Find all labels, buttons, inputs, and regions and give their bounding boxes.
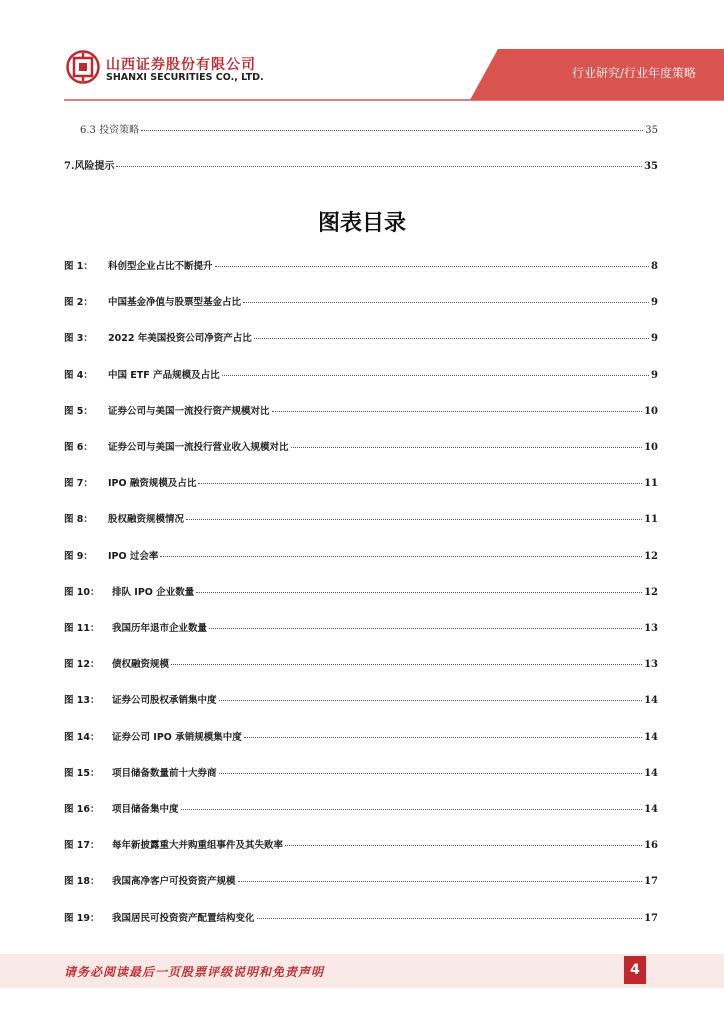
figure-toc-page: 11 <box>644 514 658 526</box>
figure-number: 图 18： <box>64 876 100 888</box>
figure-number: 图 8： <box>64 514 93 526</box>
toc-leader <box>291 446 643 448</box>
figure-toc-label <box>64 801 179 815</box>
figure-toc-page: 16 <box>644 840 658 852</box>
figure-title: 2022 年美国投资公司净资产占比 <box>108 333 252 345</box>
figure-toc-entry[interactable] <box>64 873 658 887</box>
toc-leader <box>171 663 642 665</box>
figure-title: 中国 ETF 产品规模及占比 <box>108 369 220 381</box>
figure-title: 每年新披露重大并购重组事件及其失败率 <box>112 840 284 852</box>
figure-toc-label <box>64 330 252 344</box>
figure-toc-entry[interactable] <box>64 837 658 851</box>
figure-toc-label <box>64 837 283 851</box>
figure-number: 图 11： <box>64 623 100 634</box>
figure-toc-page: 11 <box>644 478 658 490</box>
figure-toc-page: 12 <box>644 586 658 598</box>
company-logo <box>66 50 100 84</box>
figure-toc-entry[interactable] <box>64 294 658 308</box>
page-header <box>0 0 724 105</box>
figure-toc-entry[interactable] <box>64 330 658 344</box>
figure-toc-title: 图表目录 <box>317 211 406 236</box>
toc-leader <box>186 518 642 520</box>
toc-entry-label: 7.风险提示 <box>64 161 115 172</box>
figure-toc-page: 9 <box>651 333 658 345</box>
figure-toc-label <box>64 729 242 743</box>
figure-toc-entry[interactable] <box>64 548 658 562</box>
figure-number: 图 16： <box>64 804 100 815</box>
toc-leader <box>219 699 643 701</box>
figure-toc-entry[interactable] <box>64 475 658 489</box>
figure-toc-label <box>64 367 220 381</box>
figure-number: 图 15： <box>64 767 100 779</box>
figure-toc-entry[interactable] <box>64 584 658 598</box>
figure-toc-page: 13 <box>644 623 658 634</box>
figure-number: 图 13： <box>64 695 100 707</box>
figure-number: 图 6： <box>64 442 93 453</box>
figure-toc-entry[interactable] <box>64 367 658 381</box>
figure-toc-page: 14 <box>644 767 658 779</box>
figure-title: 证券公司 IPO 承销规模集中度 <box>112 731 242 743</box>
figure-title: 项目储备数量前十大券商 <box>112 767 217 779</box>
figure-toc-label <box>64 620 207 634</box>
figure-toc-label <box>64 765 217 779</box>
figure-toc-page: 10 <box>644 442 658 453</box>
figure-toc-page: 14 <box>644 804 658 815</box>
figure-toc-page: 10 <box>644 405 658 417</box>
figure-toc-label <box>64 656 169 670</box>
toc-leader <box>244 736 642 738</box>
figure-title: 科创型企业占比不断提升 <box>108 261 213 272</box>
figure-toc-label <box>64 294 241 308</box>
figure-toc-entry[interactable] <box>64 692 658 706</box>
figure-toc-label <box>64 403 270 417</box>
figure-toc-page: 9 <box>651 369 658 381</box>
figure-title: IPO 过会率 <box>108 550 159 562</box>
figure-toc-page: 12 <box>644 550 658 562</box>
toc-leader <box>198 482 642 484</box>
toc-leader <box>141 129 643 131</box>
report-type: 行业研究/行业年度策略 <box>571 66 696 80</box>
figure-toc-entry[interactable] <box>64 511 658 525</box>
figure-toc-page: 14 <box>644 695 658 707</box>
figure-toc-entry[interactable] <box>64 801 658 815</box>
figure-toc-entry[interactable] <box>64 910 658 924</box>
toc-leader <box>285 844 642 846</box>
figure-toc-page: 17 <box>644 876 658 888</box>
toc-entry[interactable] <box>80 121 658 136</box>
figure-number: 图 17： <box>64 840 100 852</box>
toc-leader <box>272 410 643 412</box>
figure-toc-label <box>64 439 289 453</box>
figure-toc-label <box>64 692 217 706</box>
figure-number: 图 12： <box>64 659 100 671</box>
toc-leader <box>196 591 642 593</box>
figure-number: 图 14： <box>64 731 100 743</box>
figure-toc-entry[interactable] <box>64 439 658 453</box>
figure-toc-label <box>64 584 194 598</box>
toc-leader <box>222 374 649 376</box>
figure-title: 我国居民可投资资产配置结构变化 <box>112 912 255 924</box>
figure-toc-page: 13 <box>644 659 658 671</box>
figure-title: 我国高净客户可投资资产规模 <box>112 876 236 888</box>
toc-leader <box>181 808 643 810</box>
figure-toc-entry[interactable] <box>64 258 658 272</box>
toc-leader <box>238 880 643 882</box>
header-banner <box>0 0 724 105</box>
figure-number: 图 5： <box>64 405 93 417</box>
figure-toc-entry[interactable] <box>64 403 658 417</box>
toc-leader <box>219 772 643 774</box>
figure-number: 图 19： <box>64 912 100 924</box>
figure-toc-entry[interactable] <box>64 656 658 670</box>
figure-toc-entry[interactable] <box>64 729 658 743</box>
toc-leader <box>209 627 642 629</box>
figure-title: 股权融资规模情况 <box>108 514 185 526</box>
figure-title: 债权融资规模 <box>112 659 170 671</box>
figure-title: 证券公司与美国一流投行资产规模对比 <box>108 405 270 417</box>
figure-title: 我国历年退市企业数量 <box>112 623 208 634</box>
company-name-cn: 山西证券股份有限公司 <box>106 57 256 73</box>
figure-toc-page: 17 <box>644 912 658 924</box>
toc-leader <box>160 555 642 557</box>
figure-toc-label <box>64 910 255 924</box>
figure-title: IPO 融资规模及占比 <box>108 478 197 490</box>
figure-number: 图 10： <box>64 586 100 598</box>
toc-leader <box>215 265 650 267</box>
toc-entry-page: 35 <box>645 125 658 136</box>
figure-toc-entry[interactable] <box>64 620 658 634</box>
figure-title: 项目储备集中度 <box>112 804 179 815</box>
figure-number: 图 1： <box>64 261 93 272</box>
page-number: 4 <box>624 956 646 984</box>
figure-toc-label <box>64 873 236 887</box>
figure-number: 图 2： <box>64 297 93 309</box>
figure-number: 图 7： <box>64 478 93 490</box>
figure-toc-page: 14 <box>644 731 658 743</box>
footer-disclaimer: 请务必阅读最后一页股票评级说明和免责声明 <box>64 965 325 979</box>
figure-toc-page: 8 <box>651 261 658 272</box>
figure-title: 中国基金净值与股票型基金占比 <box>108 297 242 309</box>
figure-toc-page: 9 <box>651 297 658 309</box>
figure-toc-label <box>64 548 158 562</box>
figure-number: 图 3： <box>64 333 93 345</box>
company-name-en: SHANXI SECURITIES CO., LTD. <box>106 72 264 83</box>
figure-title: 排队 IPO 企业数量 <box>112 586 195 598</box>
toc-leader <box>116 165 642 167</box>
figure-number: 图 9： <box>64 550 93 562</box>
toc-leader <box>243 301 649 303</box>
toc-entry-page: 35 <box>644 161 658 172</box>
figure-toc-label <box>64 258 213 272</box>
toc-leader <box>254 337 649 339</box>
toc-entry[interactable] <box>64 157 658 172</box>
figure-toc-label <box>64 511 184 525</box>
figure-title: 证券公司股权承销集中度 <box>112 695 217 707</box>
toc-leader <box>257 917 643 919</box>
toc-entry-label: 6.3 投资策略 <box>80 125 140 136</box>
figure-title: 证券公司与美国一流投行营业收入规模对比 <box>108 442 289 453</box>
figure-toc-entry[interactable] <box>64 765 658 779</box>
figure-number: 图 4： <box>64 369 93 381</box>
figure-toc-label <box>64 475 196 489</box>
